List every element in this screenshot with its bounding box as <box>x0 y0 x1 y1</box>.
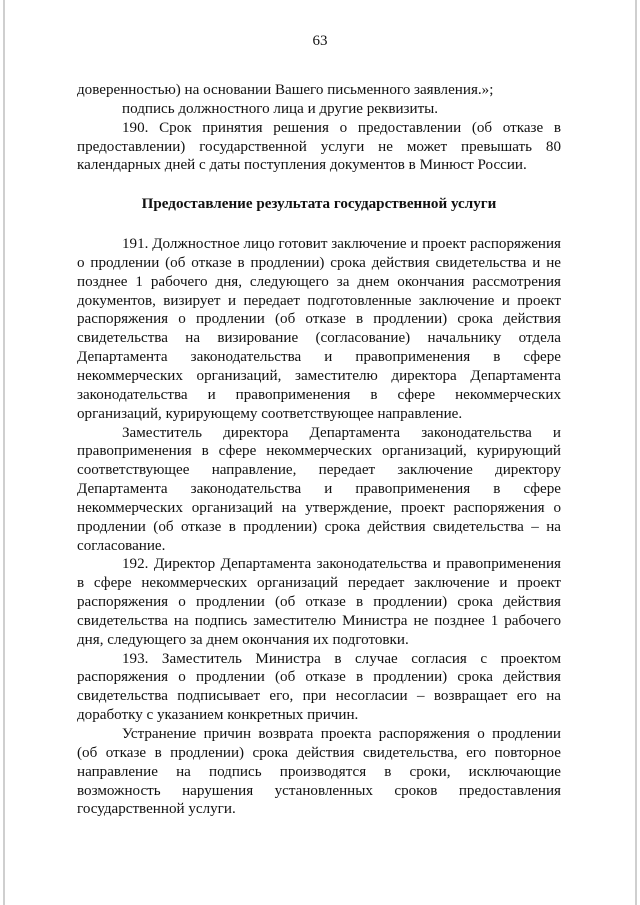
paragraph-190: 190. Срок принятия решения о предоставлении (об отказе в предоставлении) государственной услуги не может превышать 80 календарных дней с даты поступления документов в Минюст России. <box>77 119 561 174</box>
paragraph-continuation: доверенностью) на основании Вашего письменного заявления.»; <box>77 82 494 98</box>
paragraph-signature: подпись должностного лица и другие реквизиты. <box>122 100 439 117</box>
paragraph-193: 193. Заместитель Министра в случае согласия с проектом распоряжения о продлении (об отказе в продлении) срока действия свидетельства подписывает его, при несогласии – возвращает его на доработку с указанием конкретных причин. <box>77 650 561 724</box>
document-body <box>77 81 561 819</box>
paragraph-deputy-director: Заместитель директора Департамента законодательства и правоприменения в сфере некоммерческих организаций, курирующий соответствующее направление, передает заключение директору Департамента законодательства и правоприменения в сфере некоммерческих организаций на утверждение, проект распоряжения о продлении (об отказе в продлении) срока действия свидетельства – на согласование. <box>77 424 561 554</box>
paragraph-elimination: Устранение причин возврата проекта распоряжения о продлении (об отказе в продлении) срока действия свидетельства, его повторное направление на подпись производятся в сроки, исключающие возможность нарушения установленных сроков предоставления государственной услуги. <box>77 726 561 818</box>
paragraph-191: 191. Должностное лицо готовит заключение и проект распоряжения о продлении (об отказе в продлении) срока действия свидетельства и не позднее 1 рабочего дня, следующего за днем окончания рассмотрения документов, визирует и передает подготовленные заключение и проект распоряжения о продлении (об отказе в продлении) срока действия свидетельства на визирование (согласование) начальнику отдела Департамента законодательства и правоприменения в сфере некоммерческих организаций, заместителю директора Департамента законодательства и правоприменения в сфере некоммерческих организаций, курирующему соответствующее направление. <box>77 236 561 422</box>
paragraph-192: 192. Директор Департамента законодательства и правоприменения в сфере некоммерческих организаций передает заключение и проект распоряжения о продлении (об отказе в продлении) срока действия свидетельства на подпись заместителю Министра не позднее 1 рабочего дня, следующего за днем окончания их подготовки. <box>77 556 561 648</box>
page-number: 63 <box>312 33 328 49</box>
section-heading: Предоставление результата государственной услуги <box>141 196 497 213</box>
